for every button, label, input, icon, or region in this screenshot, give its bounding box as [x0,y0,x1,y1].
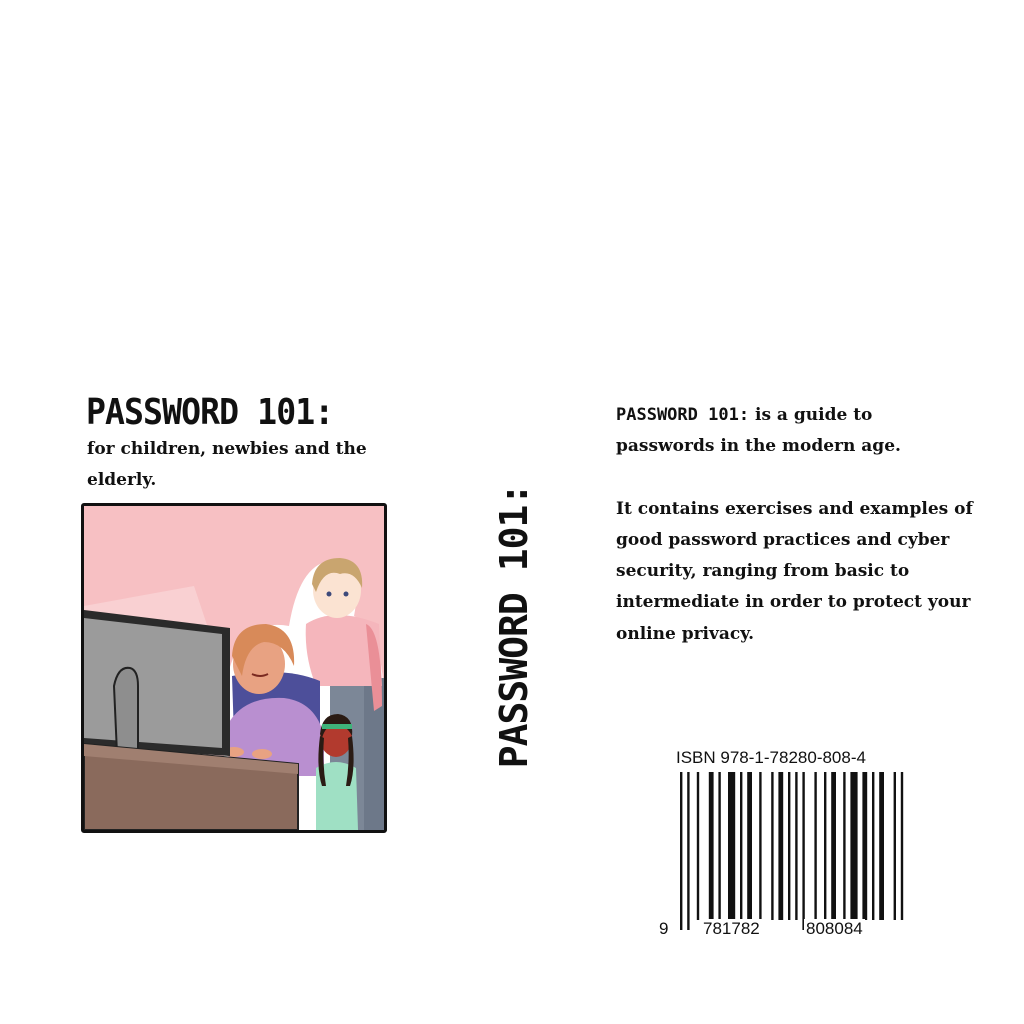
back-cover-blurb [616,400,976,681]
barcode-bar [740,772,742,920]
barcode-bar [795,772,797,920]
barcode-bar [824,772,826,920]
front-cover-subtitle: for children, newbies and the elderly. [87,439,367,490]
cover-illustration [81,503,387,833]
spine [492,452,536,800]
barcode-bar [850,772,857,920]
barcode-bar [771,772,773,920]
blurb-intro-paragraph [616,400,976,463]
barcode-bar [759,772,761,920]
barcode-bar [831,772,836,920]
barcode-bar [843,772,845,920]
blurb-body: It contains exercises and examples of good password practices and cyber security, ranging from basic to intermediate in order to protect your online privacy. [616,498,973,644]
barcode-bar [894,772,896,920]
front-cover-title: PASSWORD 101: [86,392,334,433]
barcode-bar [709,772,714,920]
blurb-intro: is a guide to passwords in the modern age. [616,405,901,457]
barcode-digits-left: 781782 [703,919,760,938]
blurb-title: PASSWORD 101: [616,405,750,425]
barcode-bar [778,772,783,920]
isbn-label: ISBN 978-1-78280-808-4 [676,748,866,767]
barcode-bar [728,772,735,920]
barcode-bar [872,772,874,920]
barcode-bar [879,772,884,920]
barcode-digit-lead: 9 [659,919,669,938]
barcode-bar [862,772,867,920]
spine-title: PASSWORD 101: [492,483,536,769]
barcode-bar [697,772,699,920]
barcode-bar [901,772,903,920]
barcode-bar [802,772,804,930]
barcode-image [660,772,910,932]
barcode-digits-right: 808084 [806,919,863,938]
barcode-bar [718,772,720,920]
barcode-bar [687,772,689,930]
barcode-bar [788,772,790,920]
barcode-bar [680,772,682,930]
barcode-bar [814,772,816,930]
barcode-bar [747,772,752,920]
